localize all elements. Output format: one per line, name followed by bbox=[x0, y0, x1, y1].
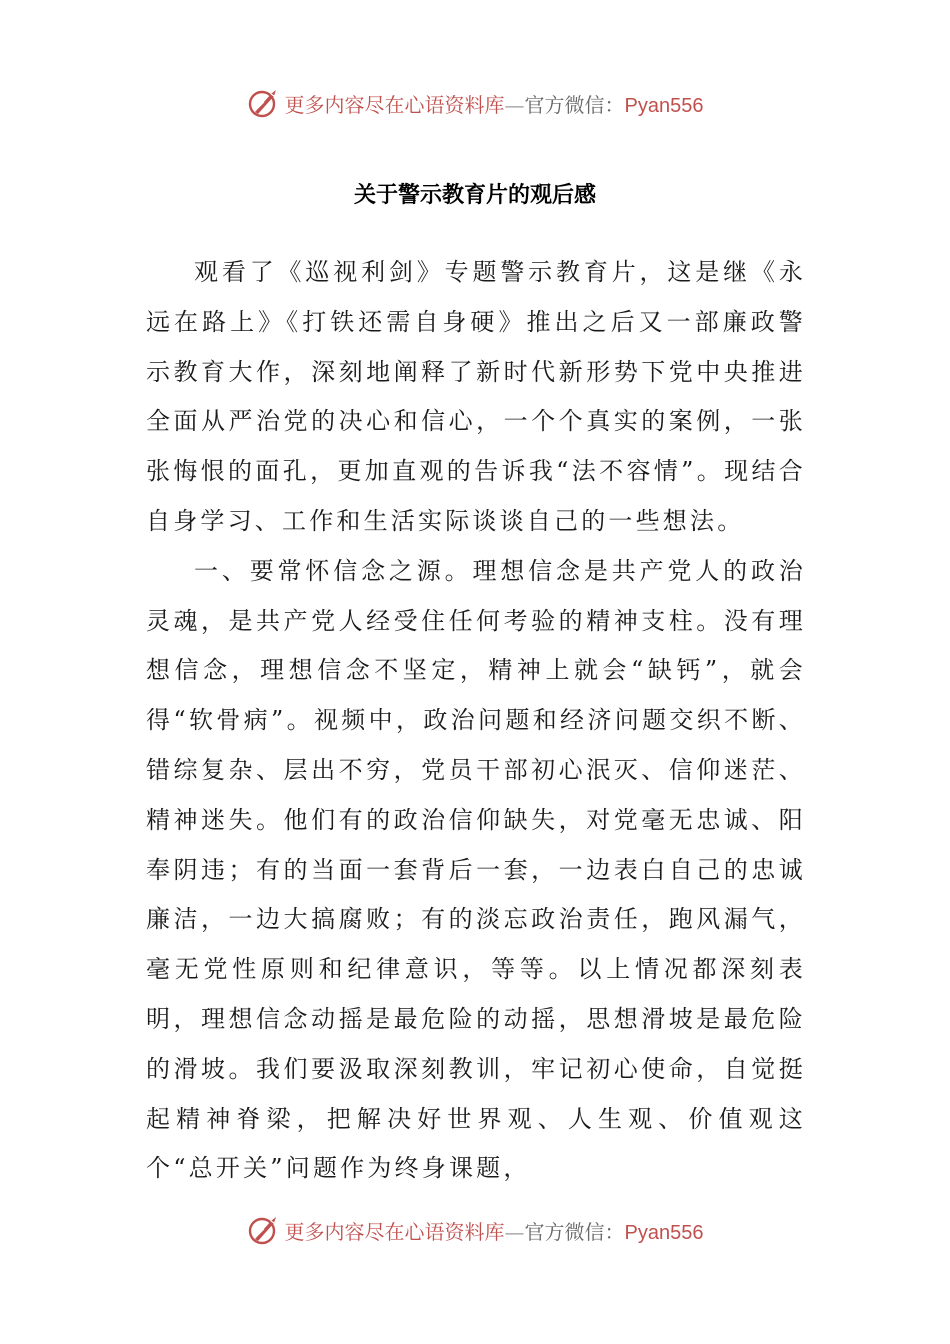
banner-main-text: 更多内容尽在心语资料库 bbox=[284, 1219, 505, 1244]
paragraph-point-one: 一、要常怀信念之源。理想信念是共产党人的政治灵魂，是共产党人经受住任何考验的精神支柱。没有理想信念，理想信念不坚定，精神上就会“缺钙”，就会得“软骨病”。视频中，政治问题和经济问题交织不断、错综复杂、层出不穷，党员干部初心泯灭、信仰迷茫、精神迷失。他们有的政治信仰缺失，对党毫无忠诚、阳奉阴违；有的当面一套背后一套，一边表白自己的忠诚廉洁，一边大搞腐败；有的淡忘政治责任，跑风漏气，毫无党性原则和纪律意识，等等。以上情况都深刻表明，理想信念动摇是最危险的动摇，思想滑坡是最危险的滑坡。我们要汲取深刻教训，牢记初心使命，自觉挺起精神脊梁，把解决好世界观、人生观、价值观这个“总开关”问题作为终身课题， bbox=[146, 556, 806, 1183]
footer-banner-text bbox=[285, 1216, 704, 1245]
footer-banner bbox=[0, 1210, 950, 1250]
header-banner-content bbox=[247, 86, 704, 120]
banner-dash: — bbox=[504, 1219, 525, 1244]
quill-pen-logo-icon bbox=[247, 1213, 281, 1247]
banner-main-text: 更多内容尽在心语资料库 bbox=[284, 92, 505, 117]
banner-dash: — bbox=[504, 92, 525, 117]
header-banner-text bbox=[285, 89, 704, 118]
banner-wechat-label: 官方微信： bbox=[524, 92, 625, 117]
paragraph-intro: 观看了《巡视利剑》专题警示教育片，这是继《永远在路上》《打铁还需自身硬》推出之后又一部廉政警示教育大作，深刻地阐释了新时代新形势下党中央推进全面从严治党的决心和信心，一个个真实的案例，一张张悔恨的面孔，更加直观的告诉我“法不容情”。现结合自身学习、工作和生活实际谈谈自己的一些想法。 bbox=[146, 258, 806, 535]
document-title: 关于警示教育片的观后感 bbox=[353, 183, 596, 208]
footer-banner-content bbox=[247, 1213, 704, 1247]
banner-wechat-id: Pyan556 bbox=[624, 94, 704, 117]
banner-wechat-id: Pyan556 bbox=[624, 1221, 704, 1244]
header-banner bbox=[0, 83, 950, 123]
quill-pen-logo-icon bbox=[247, 86, 281, 120]
document-body bbox=[146, 248, 806, 1194]
banner-wechat-label: 官方微信： bbox=[524, 1219, 625, 1244]
